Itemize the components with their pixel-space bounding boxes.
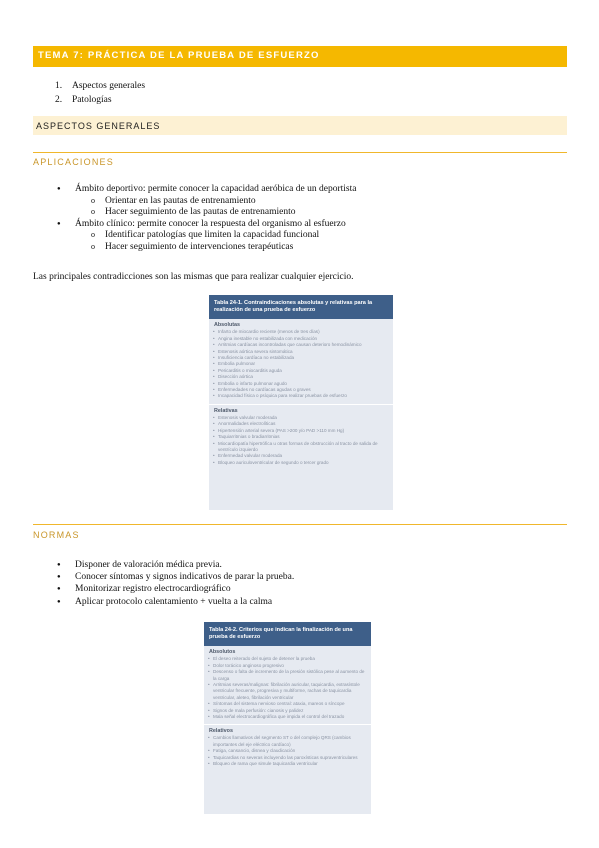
table-items-absolutas [209, 329, 393, 399]
topic-index-number: 2. [55, 95, 63, 105]
table-items-relativas [209, 415, 393, 466]
chapter-title-banner [33, 46, 567, 67]
table-item: • Embolia o infarto pulmonar agudo [209, 381, 393, 387]
aplicaciones-divider [33, 152, 567, 153]
contraindications-paragraph: Las principales contradicciones son las mismas que para realizar cualquier ejercicio. [33, 272, 354, 282]
table-item: • Estenosis valvular moderada [209, 415, 393, 421]
table-item: • Hipertensión arterial severa (PAS >200 y/o PAD >110 mm Hg) [209, 428, 393, 434]
table-section-label: Relativas [214, 407, 238, 414]
table-item: • Incapacidad física o psíquica para realizar pruebas de esfuerzo [209, 393, 393, 399]
table-item: • Enfermedades no cardíacas agudas o graves [209, 387, 393, 393]
table-item: • Arritmias cardíacas incontroladas que causan deterioro hemodinámico [209, 342, 393, 348]
table-section-label: Absolutas [214, 322, 241, 329]
table-items-relativos [204, 735, 371, 767]
section-heading-bar [33, 116, 567, 135]
topic-index-label: Aspectos generales [72, 81, 146, 91]
section-heading: ASPECTOS GENERALES [36, 121, 161, 131]
list-item: ● Ámbito deportivo: permite conocer la capacidad aeróbica de un deportista [55, 184, 356, 196]
normas-list [55, 559, 294, 608]
table-item: • Embolia pulmonar [209, 361, 393, 367]
sub-list-item: o Orientar en las pautas de entrenamiento [55, 196, 356, 208]
list-item: ● Disponer de valoración médica previa. [55, 559, 294, 571]
table-item: • Insuficiencia cardíaca no estabilizada [209, 355, 393, 361]
table-item: • Angina inestable no estabilizada con medicación [209, 336, 393, 342]
list-item: ● Aplicar protocolo calentamiento + vuelta a la calma [55, 596, 294, 608]
chapter-title: TEMA 7: PRÁCTICA DE LA PRUEBA DE ESFUERZO [38, 50, 320, 61]
table-item: • Pericarditis o miocarditis aguda [209, 368, 393, 374]
table-item: • Dolor torácico anginoso progresivo [204, 663, 371, 669]
table-title: Tabla 24-1. Contraindicaciones absolutas y relativas para la realización de una prueba de esfuerzo [209, 295, 393, 319]
list-item: ● Monitorizar registro electrocardiográfico [55, 583, 294, 595]
termination-criteria-table-image [204, 622, 371, 814]
table-item: • Bloqueo de rama que simule taquicardia ventricular [204, 761, 371, 767]
table-item: • Signos de mala perfusión: cianosis y palidez [204, 708, 371, 714]
table-item: • Infarto de miocardio reciente (menos de tres días) [209, 329, 393, 335]
table-item: • Taquicardias no severas incluyendo las paroxísticas supraventriculares [204, 755, 371, 761]
sub-list-item: o Hacer seguimiento de las pautas de entrenamiento [55, 207, 356, 219]
topic-index-list [55, 79, 145, 107]
sub-list-item: o Hacer seguimiento de intervenciones terapéuticas [55, 242, 356, 254]
table-item: • Miocardiopatía hipertrófica u otras formas de obstrucción al tracto de salida de ventrículo izquierdo [209, 441, 393, 454]
table-section-label: Relativos [209, 728, 233, 735]
table-item: • Mala señal electrocardiográfica que impida el control del trazado [204, 714, 371, 720]
table-title: Tabla 24-2. Criterios que indican la finalización de una prueba de esfuerzo [204, 622, 371, 646]
topic-index-item [55, 93, 145, 107]
sub-list-item: o Identificar patologías que limiten la capacidad funcional [55, 230, 356, 242]
aplicaciones-heading: APLICACIONES [33, 157, 114, 167]
table-item: • Fatiga, cansancio, disnea y claudicación [204, 748, 371, 754]
topic-index-item [55, 79, 145, 93]
topic-index-number: 1. [55, 81, 63, 91]
table-item: • Arritmias severas/malignas: fibrilación auricular, taquicardia, extrasístole ventricular frecuente, progresiva y multiforme, rachas de taquicardia ventricular, aleteo, fibrilación ventricular [204, 682, 371, 701]
table-item: • Bloqueo auriculoventricular de segundo o tercer grado [209, 460, 393, 466]
table-item: • Síntomas del sistema nervioso central: ataxia, mareos o síncope [204, 701, 371, 707]
table-item: • Descenso o falta de incremento de la presión sistólica pese al aumento de la carga [204, 669, 371, 682]
table-item: • Disección aórtica [209, 374, 393, 380]
table-item: • Cambios llamativos del segmento ST o del complejo QRS (cambios importantes del eje eléctrico cardíaco) [204, 735, 371, 748]
table-items-absolutos [204, 656, 371, 720]
normas-heading: NORMAS [33, 530, 80, 540]
normas-divider [33, 524, 567, 525]
table-item: • El deseo reiterado del sujeto de detener la prueba [204, 656, 371, 662]
topic-index-label: Patologías [72, 95, 112, 105]
list-item: ● Conocer síntomas y signos indicativos de parar la prueba. [55, 571, 294, 583]
table-item: • Enfermedad valvular moderada [209, 453, 393, 459]
contraindications-table-image [209, 295, 393, 510]
table-section-label: Absolutos [209, 649, 236, 656]
table-item: • Anormalidades electrolíticas [209, 421, 393, 427]
aplicaciones-list [55, 184, 356, 253]
list-item: ● Ámbito clínico: permite conocer la respuesta del organismo al esfuerzo [55, 219, 356, 231]
table-item: • Taquiarritmias o bradiarritmias [209, 434, 393, 440]
table-item: • Estenosis aórtica severa sintomática [209, 349, 393, 355]
